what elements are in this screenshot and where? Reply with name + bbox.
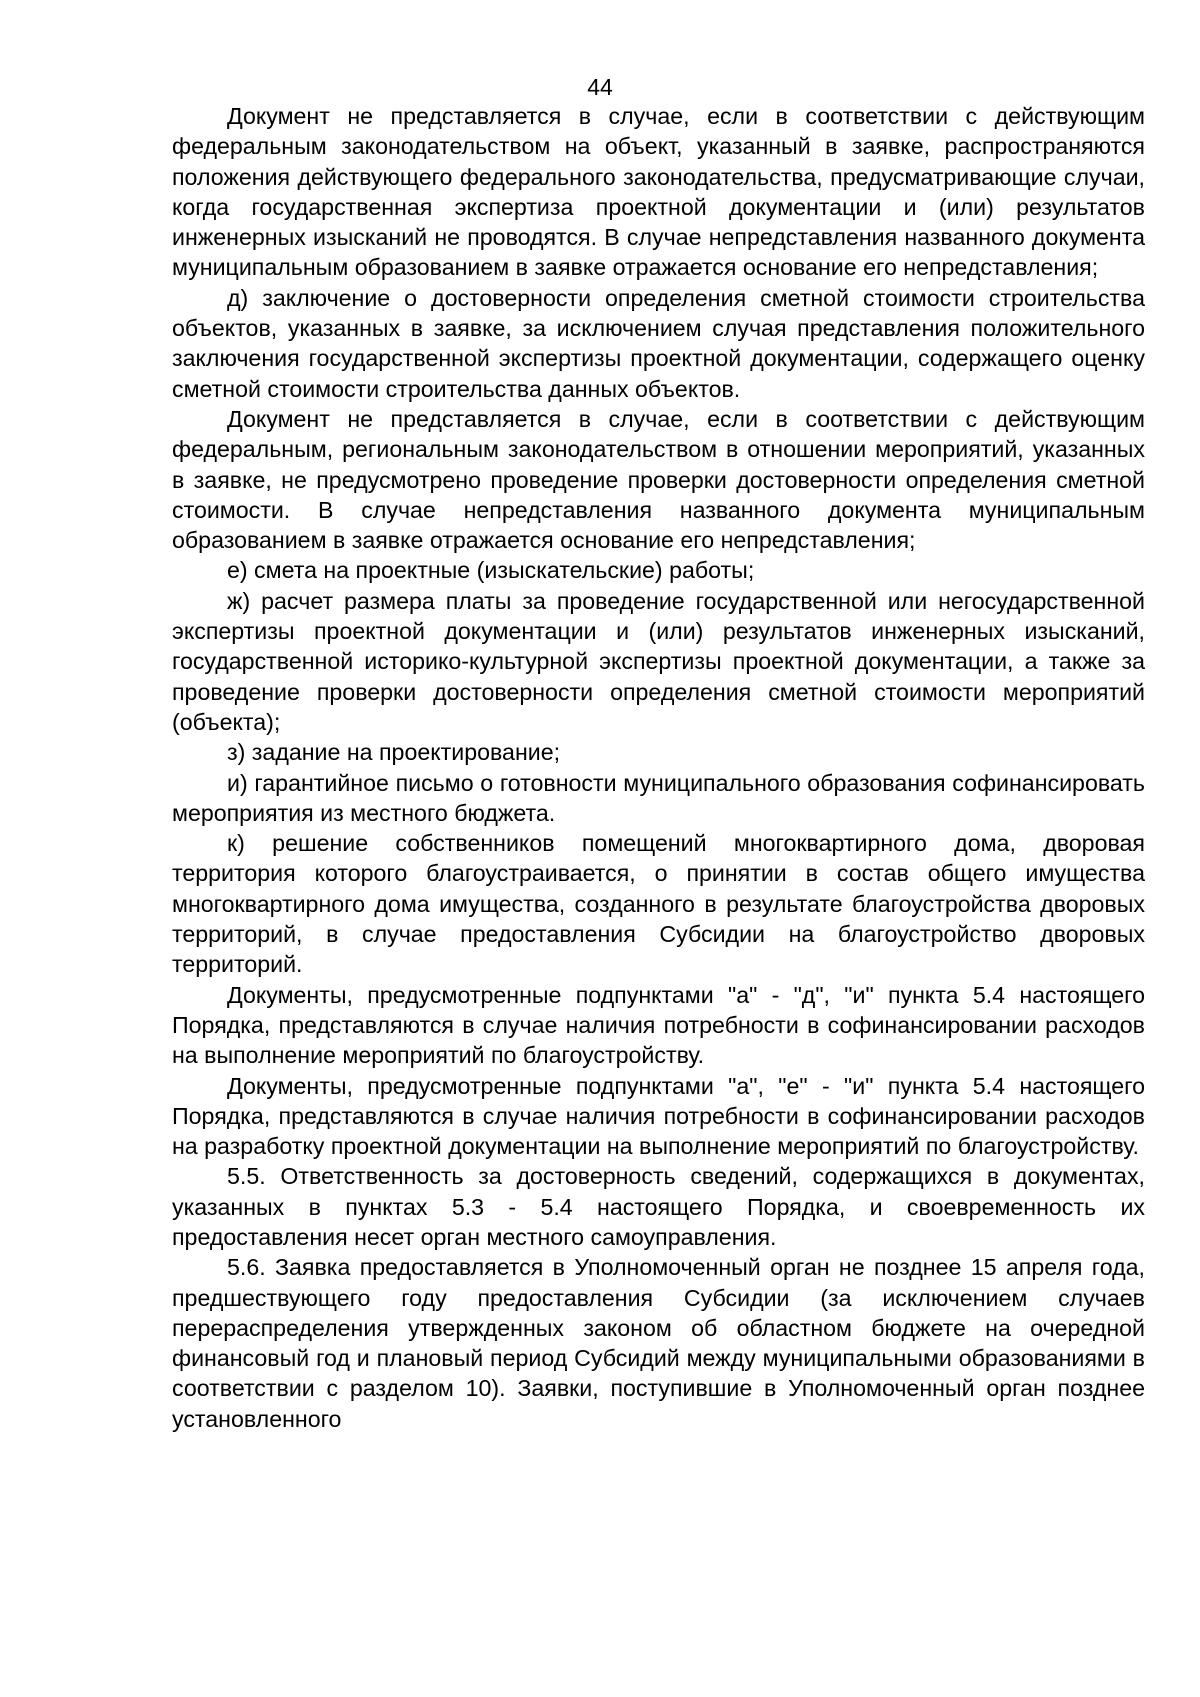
page-number: 44 bbox=[587, 74, 613, 100]
paragraph-clause-5-5: 5.5. Ответственность за достоверность сведений, содержащихся в документах, указанных в пунктах 5.3 - 5.4 настоящего Порядка, и своевременность их предоставления несет орган местного самоуправления. bbox=[172, 1163, 1145, 1250]
paragraph-item-zh-fee-calculation: ж) расчет размера платы за проведение государственной или негосударственной экспертизы проектной документации и (или) результатов инженерных изысканий, государственной историко-культурной экспертизы проектной документации, а также за проведение проверки достоверности определения сметной стоимости мероприятий (объекта); bbox=[172, 587, 1145, 735]
paragraph-clause-5-6: 5.6. Заявка предоставляется в Уполномоченный орган не позднее 15 апреля года, предшествующего году предоставления Субсидии (за исключением случаев перераспределения утвержденных законом об областном бюджете на очередной финансовый год и плановый период Субсидий между муниципальными образованиями в соответствии с разделом 10). Заявки, поступившие в Уполномоченный орган позднее установленного bbox=[172, 1254, 1145, 1432]
paragraph-item-e-design-estimate: е) смета на проектные (изыскательские) работы; bbox=[227, 557, 755, 584]
paragraph-item-z-design-assignment: з) задание на проектирование; bbox=[227, 739, 561, 766]
paragraph-item-i-guarantee-letter: и) гарантийное письмо о готовности муниципального образования софинансировать мероприятия из местного бюджета. bbox=[172, 769, 1145, 826]
paragraph-document-not-submitted-estimate: Документ не представляется в случае, если в соответствии с действующим федеральным, региональным законодательством в отношении мероприятий, указанных в заявке, не предусмотрено проведение проверки достоверности определения сметной стоимости. В случае непредставления названного документа муниципальным образованием в заявке отражается основание его непредставления; bbox=[172, 405, 1145, 554]
paragraph-documents-a-d-i: Документы, предусмотренные подпунктами "а" - "д", "и" пункта 5.4 настоящего Порядка, представляются в случае наличия потребности в софинансировании расходов на выполнение мероприятий по благоустройству. bbox=[172, 981, 1145, 1069]
paragraph-document-not-submitted-expertise: Документ не представляется в случае, если в соответствии с действующим федеральным законодательством на объект, указанный в заявке, распространяются положения действующего федерального законодательства, предусматривающие случаи, когда государственная экспертиза проектной документации и (или) результатов инженерных изысканий не проводятся. В случае непредставления названного документа муниципальным образованием в заявке отражается основание его непредставления; bbox=[172, 103, 1145, 281]
paragraph-item-k-owners-decision: к) решение собственников помещений многоквартирного дома, дворовая территория которого благоустраивается, о принятии в состав общего имущества многоквартирного дома имущества, созданного в результате благоустройства дворовых территорий, в случае предоставления Субсидии на благоустройство дворовых территорий. bbox=[172, 830, 1145, 978]
paragraph-documents-a-e-i: Документы, предусмотренные подпунктами "а", "е" - "и" пункта 5.4 настоящего Порядка, представляются в случае наличия потребности в софинансировании расходов на разработку проектной документации на выполнение мероприятий по благоустройству. bbox=[172, 1072, 1145, 1160]
paragraph-item-d-estimate-conclusion: д) заключение о достоверности определения сметной стоимости строительства объектов, указанных в заявке, за исключением случая представления положительного заключения государственной экспертизы проектной документации, содержащего оценку сметной стоимости строительства данных объектов. bbox=[172, 284, 1145, 402]
document-body bbox=[172, 101, 1145, 1434]
